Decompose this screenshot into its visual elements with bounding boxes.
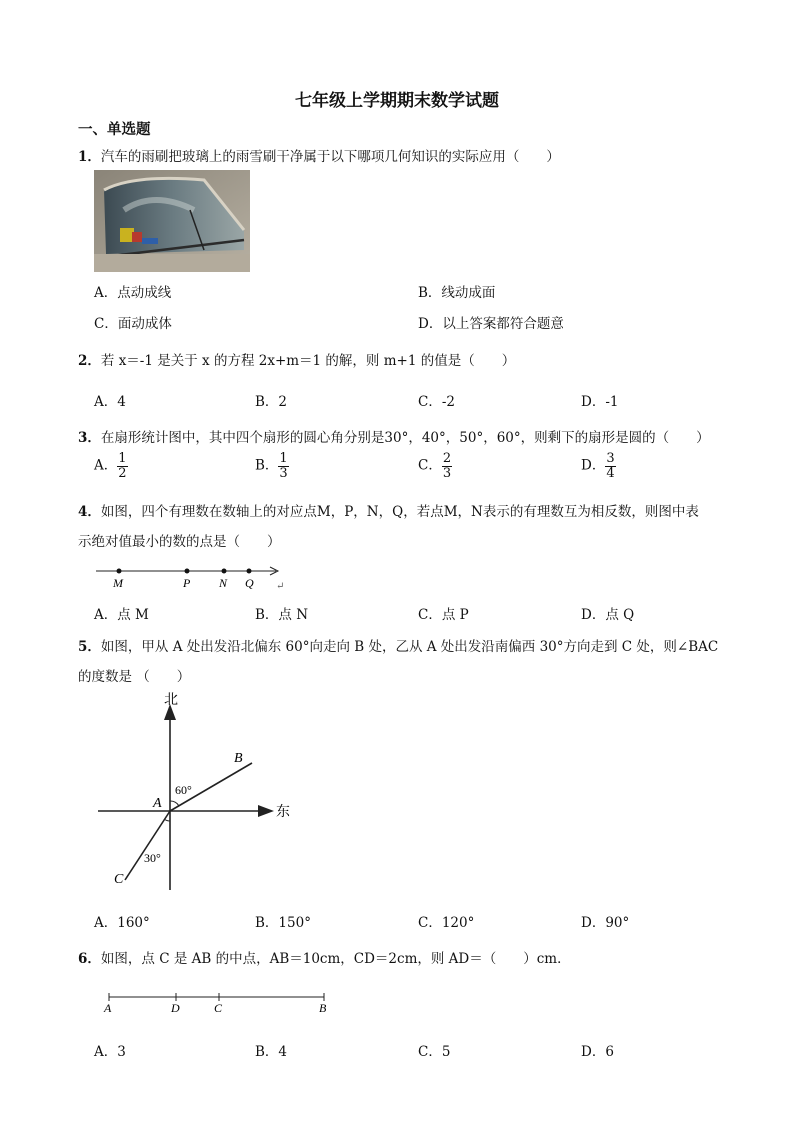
option-d: D．90° <box>581 915 630 931</box>
option-label: A． <box>94 457 118 474</box>
fraction <box>605 452 615 480</box>
question-number: 3． <box>78 430 101 446</box>
option-d: D．以上答案都符合题意 <box>418 316 564 332</box>
label-n: N <box>219 576 228 590</box>
option-d: D．-1 <box>581 394 619 410</box>
option-a: A．点 M <box>94 607 149 623</box>
question-number: 1． <box>78 149 101 165</box>
option-c: C．120° <box>418 915 475 931</box>
question-2 <box>78 349 515 369</box>
label-a: A <box>153 796 162 811</box>
label-b: B <box>234 751 243 766</box>
number-line-figure <box>94 561 294 593</box>
angle-label-60: 60° <box>175 783 192 797</box>
denominator: 3 <box>279 465 288 481</box>
question-text: 汽车的雨刷把玻璃上的雨雪刷干净属于以下哪项几何知识的实际应用（ ） <box>100 149 560 165</box>
option-label: C． <box>418 457 442 474</box>
east-label: 东 <box>276 805 290 820</box>
point-q <box>247 569 252 574</box>
numerator: 2 <box>442 451 452 466</box>
option-b: B．150° <box>255 915 311 931</box>
option-b: B．点 N <box>255 607 309 623</box>
question-6 <box>78 947 571 967</box>
question-number: 5． <box>78 639 101 655</box>
option-d: D．点 Q <box>581 607 635 623</box>
option-a: A．点动成线 <box>94 285 172 301</box>
question-4 <box>78 500 699 520</box>
option-label: B． <box>255 457 279 474</box>
question-text: 如图，甲从 A 处出发沿北偏东 60°向走向 B 处，乙从 A 处出发沿南偏西 30°方向走到 C 处，则∠BAC <box>100 639 719 655</box>
question-text: 如图，四个有理数在数轴上的对应点M，P，N，Q，若点M，N表示的有理数互为相反数，则图中表 <box>100 504 699 520</box>
option-d <box>581 452 616 480</box>
option-c <box>418 452 452 480</box>
option-c: C．-2 <box>418 394 455 410</box>
question-1 <box>78 145 560 165</box>
ray-ac <box>125 811 170 880</box>
question-text: 若 x＝-1 是关于 x 的方程 2x+m＝1 的解，则 m+1 的值是（ ） <box>100 353 516 369</box>
option-b: B．2 <box>255 394 288 410</box>
numerator: 1 <box>279 451 288 466</box>
question-5-line2: 的度数是 （ ） <box>78 669 191 685</box>
option-c: C．点 P <box>418 607 469 623</box>
point-m <box>117 569 122 574</box>
label-p: P <box>183 576 191 590</box>
denominator: 3 <box>442 465 452 481</box>
numerator: 3 <box>606 451 615 466</box>
label-c: C <box>214 1001 223 1015</box>
option-a <box>94 452 128 480</box>
option-a: A．4 <box>94 394 126 410</box>
question-3 <box>78 426 710 446</box>
question-number: 2． <box>78 353 101 369</box>
question-number: 4． <box>78 504 101 520</box>
denominator: 4 <box>606 465 615 481</box>
question-text: 如图，点 C 是 AB 的中点，AB＝10cm，CD＝2cm，则 AD＝（ ）cm． <box>100 951 571 967</box>
question-4-line2: 示绝对值最小的数的点是（ ） <box>78 534 281 550</box>
car-windshield-wiper-photo <box>94 170 250 272</box>
point-n <box>222 569 227 574</box>
label-b: B <box>319 1001 327 1015</box>
option-b: B．4 <box>255 1044 288 1060</box>
label-d: D <box>171 1001 180 1015</box>
question-text: 在扇形统计图中，其中四个扇形的圆心角分别是30°，40°，50°，60°，则剩下的扇形是圆的（ ） <box>100 430 710 446</box>
north-label: 北 <box>164 693 178 708</box>
label-a: A <box>104 1001 112 1015</box>
section-heading: 一、单选题 <box>78 122 151 138</box>
direction-diagram <box>94 690 304 895</box>
return-mark: ↵ <box>276 581 285 592</box>
fraction <box>278 452 288 480</box>
angle-arc-30 <box>164 819 170 821</box>
angle-label-30: 30° <box>144 851 161 865</box>
option-d: D．6 <box>581 1044 614 1060</box>
fraction <box>442 452 452 480</box>
option-b <box>255 452 289 480</box>
segment-figure <box>100 990 340 1016</box>
page-title: 七年级上学期期末数学试题 <box>295 91 499 111</box>
label-q: Q <box>245 576 254 590</box>
question-number: 6． <box>78 951 101 967</box>
option-a: A．3 <box>94 1044 126 1060</box>
option-c: C．5 <box>418 1044 451 1060</box>
numerator: 1 <box>118 451 127 466</box>
angle-arc-60 <box>170 801 179 806</box>
question-5 <box>78 635 718 655</box>
denominator: 2 <box>118 465 127 481</box>
label-c: C <box>114 872 124 887</box>
east-arrow <box>258 805 274 817</box>
option-a: A．160° <box>94 915 150 931</box>
option-c: C．面动成体 <box>94 316 172 332</box>
label-m: M <box>113 576 123 590</box>
point-p <box>185 569 190 574</box>
option-b: B．线动成面 <box>418 285 496 301</box>
fraction <box>117 452 127 480</box>
option-label: D． <box>581 457 606 474</box>
